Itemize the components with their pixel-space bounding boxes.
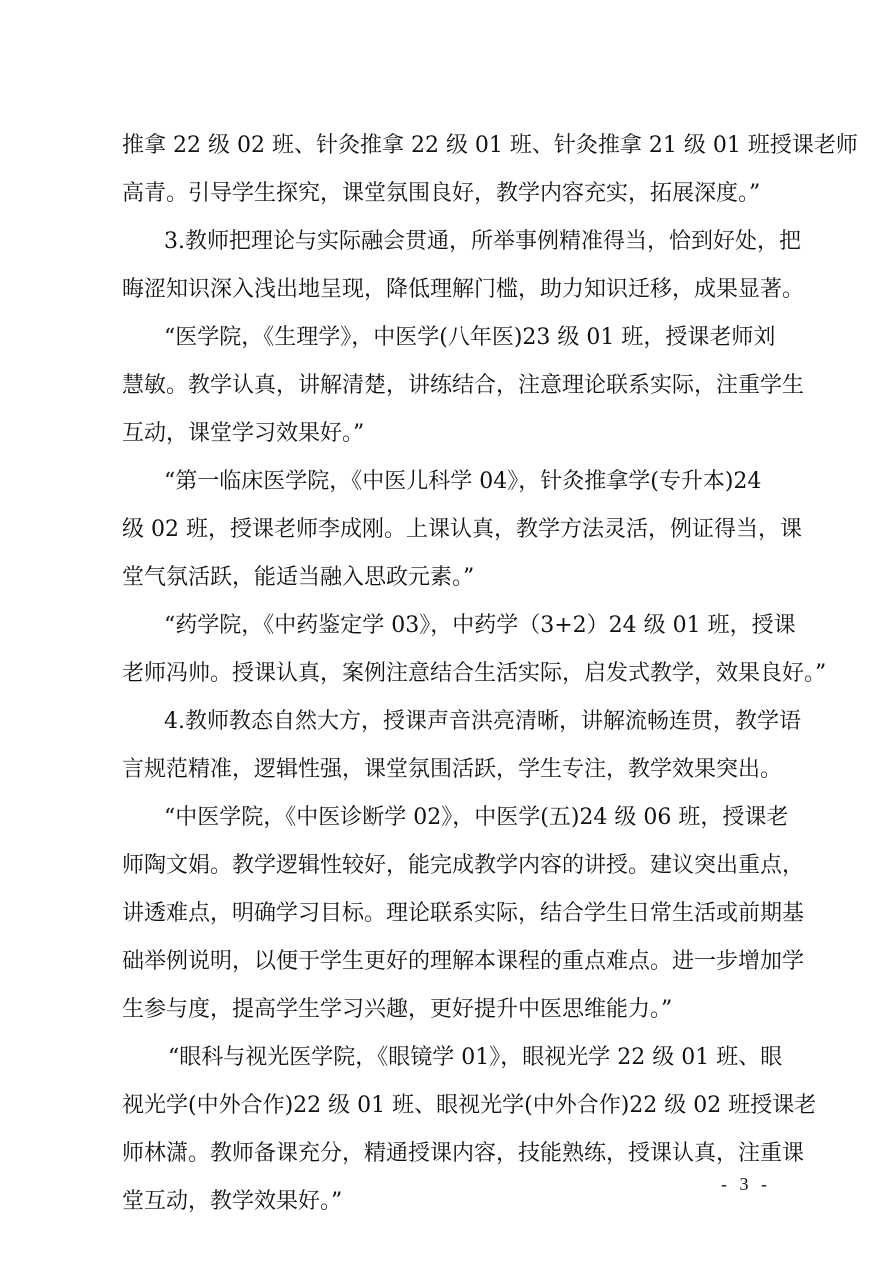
- text-line: 生参与度，提高学生学习兴趣，更好提升中医思维能力。”: [122, 997, 673, 1022]
- text-line: 晦涩知识深入浅出地呈现，降低理解门槛，助力知识迁移，成果显著。: [122, 277, 805, 302]
- text-line: “第一临床医学院，《中医儿科学 04》，针灸推拿学(专升本)24: [164, 469, 762, 494]
- text-line: 视光学(中外合作)22 级 01 班、眼视光学(中外合作)22 级 02 班授课老: [122, 1093, 817, 1118]
- text-line: 师陶文娟。教学逻辑性较好，能完成教学内容的讲授。建议突出重点，: [122, 853, 805, 878]
- text-line: 言规范精准，逻辑性强，课堂氛围活跃，学生专注，教学效果突出。: [122, 757, 783, 782]
- text-line: “药学院，《中药鉴定学 03》，中药学（3+2）24 级 01 班，授课: [164, 613, 796, 638]
- text-line: “眼科与视光医学院，《眼镜学 01》，眼视光学 22 级 01 班、眼: [168, 1045, 783, 1070]
- text-line: 高青。引导学生探究，课堂氛围良好，教学内容充实，拓展深度。”: [122, 181, 761, 206]
- text-line: 推拿 22 级 02 班、针灸推拿 22 级 01 班、针灸推拿 21 级 01 班授课老师: [122, 133, 858, 158]
- text-line: 师林潇。教师备课充分，精通授课内容，技能熟练，授课认真，注重课: [122, 1141, 805, 1166]
- text-line: 老师冯帅。授课认真，案例注意结合生活实际，启发式教学，效果良好。”: [122, 661, 827, 686]
- page-number: - 3 -: [721, 1174, 771, 1194]
- text-line: 互动，课堂学习效果好。”: [122, 421, 365, 446]
- text-line: 4.教师教态自然大方，授课声音洪亮清晰，讲解流畅连贯，教学语: [164, 709, 801, 734]
- text-line: 级 02 班，授课老师李成刚。上课认真，教学方法灵活，例证得当，课: [122, 517, 802, 542]
- text-line: 堂气氛活跃，能适当融入思政元素。”: [122, 565, 475, 590]
- text-line: 讲透难点，明确学习目标。理论联系实际，结合学生日常生活或前期基: [122, 901, 805, 926]
- text-line: 础举例说明，以便于学生更好的理解本课程的重点难点。进一步增加学: [122, 949, 805, 974]
- text-line: 慧敏。教学认真，讲解清楚，讲练结合，注意理论联系实际，注重学生: [122, 373, 805, 398]
- text-line: “中医学院，《中医诊断学 02》，中医学(五)24 级 06 班，授课老: [164, 805, 789, 830]
- text-line: 堂互动，教学效果好。”: [122, 1189, 343, 1214]
- text-line: 3.教师把理论与实际融会贯通，所举事例精准得当，恰到好处，把: [164, 229, 801, 254]
- text-line: “医学院，《生理学》，中医学(八年医)23 级 01 班，授课老师刘: [164, 325, 776, 350]
